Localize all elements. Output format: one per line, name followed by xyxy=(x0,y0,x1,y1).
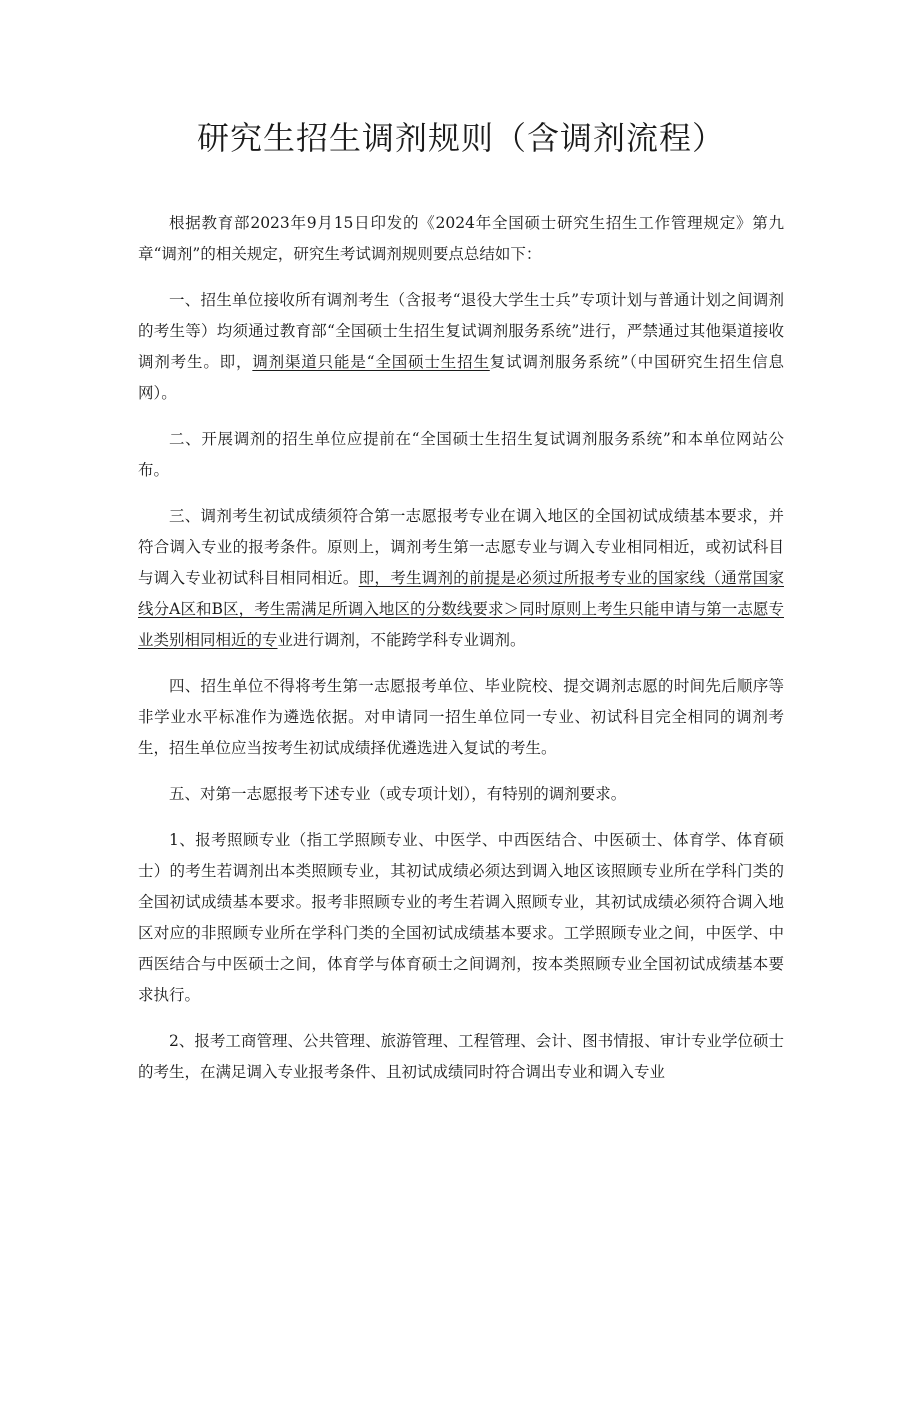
document-page xyxy=(0,118,920,1419)
document-body xyxy=(138,208,784,1088)
paragraph-1-text: 一、招生单位接收所有调剂考生（含报考“退役大学生士兵”专项计划与普通计划之间调剂的考生等）均须通过教育部“全国硕士生招生复试调剂服务系统”进行，严禁通过其他渠道接收调剂考生。即， xyxy=(138,291,784,371)
paragraph-3-underlined: 即，考生调剂的前提是必须过所报考专业的国家线（通常国家线分A区和B区，考生需满足所调入地区的分数线要求＞同时原则上考生只能申请与第一志愿专业类别相同相近的专 xyxy=(138,569,784,649)
paragraph-1-underlined: 调剂渠道只能是“全国硕士生招生 xyxy=(252,353,490,371)
paragraph-4: 四、招生单位不得将考生第一志愿报考单位、毕业院校、提交调剂志愿的时间先后顺序等非学业水平标准作为遴选依据。对申请同一招生单位同一专业、初试科目完全相同的调剂考生，招生单位应当按考生初试成绩择优遴选进入复试的考生。 xyxy=(138,677,784,757)
paragraph-3 xyxy=(138,501,784,656)
paragraph-intro: 根据教育部2023年9月15日印发的《2024年全国硕士研究生招生工作管理规定》第九章“调剂”的相关规定，研究生考试调剂规则要点总结如下： xyxy=(138,214,784,263)
paragraph-3-text-end: 业进行调剂，不能跨学科专业调剂。 xyxy=(277,631,526,649)
paragraph-1-text-end: 复试调剂服务系统”（中国研究生招生信息网）。 xyxy=(138,353,784,402)
paragraph-7: 2、报考工商管理、公共管理、旅游管理、工程管理、会计、图书情报、审计专业学位硕士的考生，在满足调入专业报考条件、且初试成绩同时符合调出专业和调入专业 xyxy=(138,1032,784,1081)
paragraph-1 xyxy=(138,285,784,409)
paragraph-2: 二、开展调剂的招生单位应提前在“全国硕士生招生复试调剂服务系统”和本单位网站公布。 xyxy=(138,430,784,479)
paragraph-6: 1、报考照顾专业（指工学照顾专业、中医学、中西医结合、中医硕士、体育学、体育硕士）的考生若调剂出本类照顾专业，其初试成绩必须达到调入地区该照顾专业所在学科门类的全国初试成绩基本要求。报考非照顾专业的考生若调入照顾专业，其初试成绩必须符合调入地区对应的非照顾专业所在学科门类的全国初试成绩基本要求。工学照顾专业之间，中医学、中西医结合与中医硕士之间，体育学与体育硕士之间调剂，按本类照顾专业全国初试成绩基本要求执行。 xyxy=(138,831,784,1004)
paragraph-3-text: 三、调剂考生初试成绩须符合第一志愿报考专业在调入地区的全国初试成绩基本要求，并符合调入专业的报考条件。原则上，调剂考生第一志愿专业与调入专业相同相近，或初试科目与调入专业初试科目相同相近。 xyxy=(138,507,784,587)
paragraph-5: 五、对第一志愿报考下述专业（或专项计划），有特别的调剂要求。 xyxy=(169,785,627,803)
document-title: 研究生招生调剂规则（含调剂流程） xyxy=(196,119,725,157)
